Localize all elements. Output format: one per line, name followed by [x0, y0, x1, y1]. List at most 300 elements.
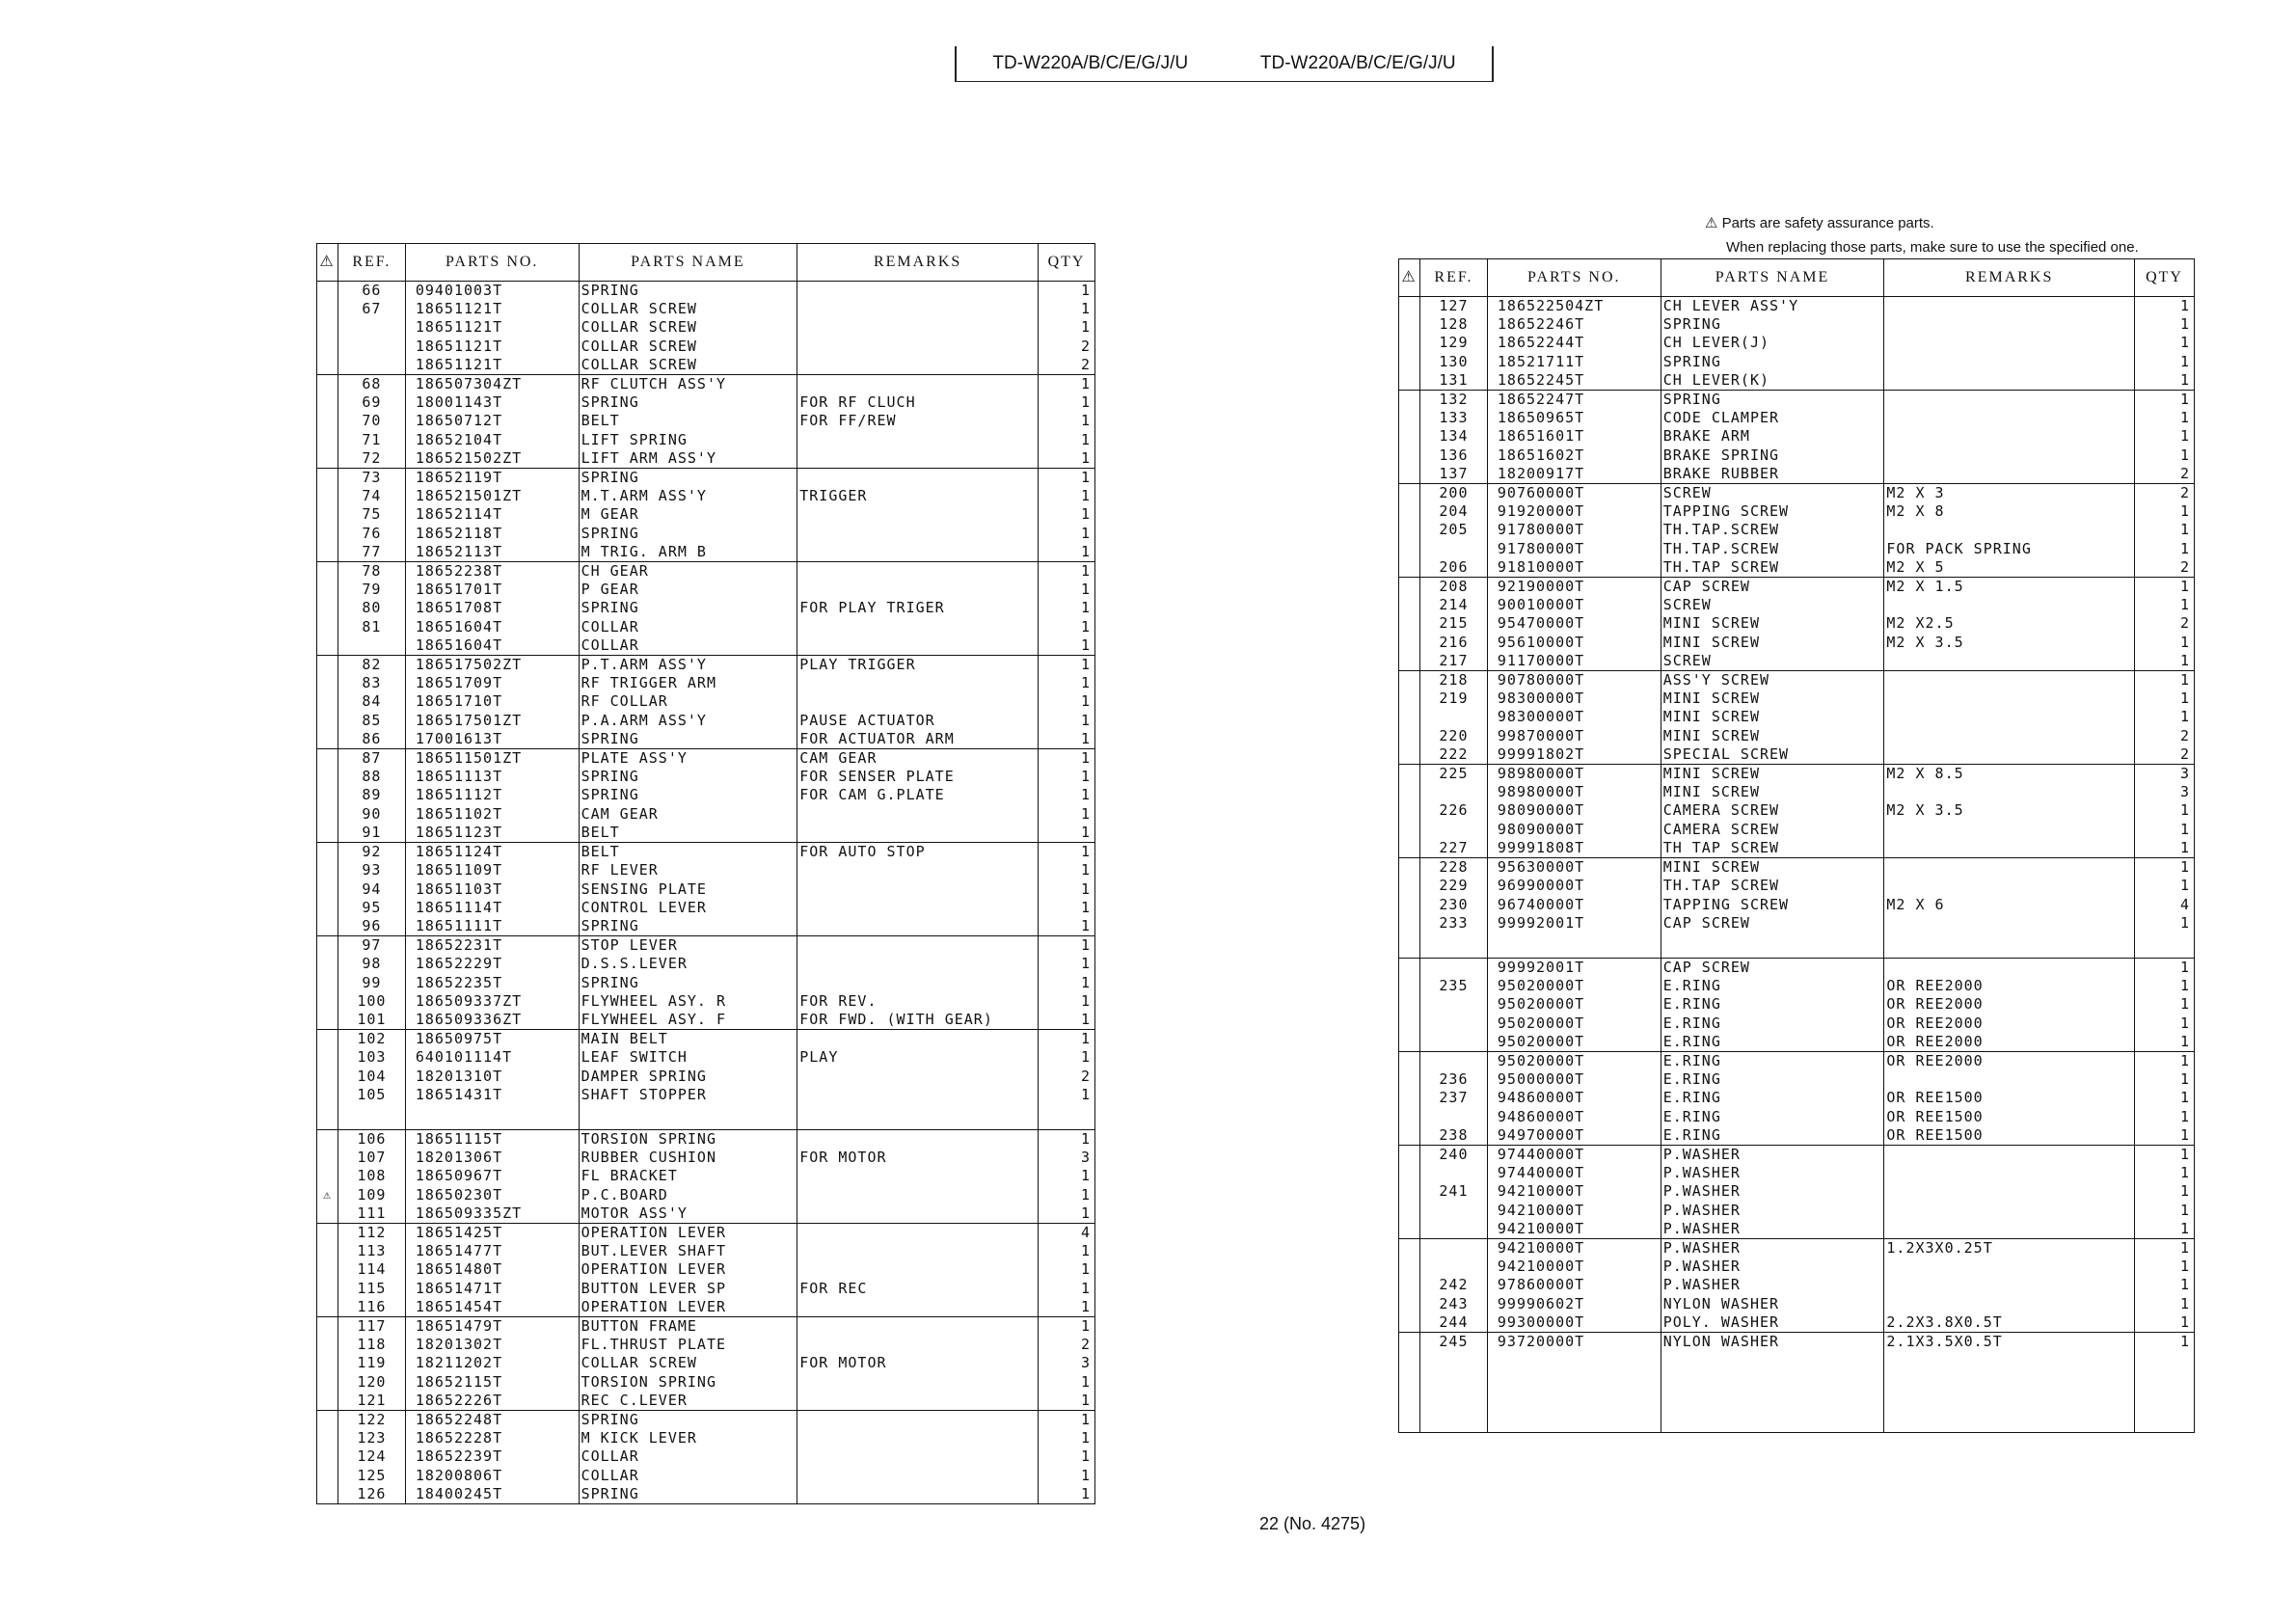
parts-name-cell: E.RING — [1661, 1033, 1884, 1052]
safety-cell — [1399, 914, 1420, 933]
remarks-cell — [1884, 1145, 2135, 1164]
ref-cell — [1419, 1351, 1487, 1433]
safety-cell — [317, 300, 338, 318]
safety-cell — [1399, 371, 1420, 391]
qty-cell: 1 — [2135, 839, 2195, 858]
parts-name-cell: BUTTON LEVER SP — [579, 1280, 797, 1298]
parts-name-cell: SPRING — [579, 974, 797, 992]
table-row — [1399, 634, 2195, 652]
qty-cell: 1 — [2135, 1258, 2195, 1276]
safety-cell — [317, 692, 338, 711]
parts-name-cell: BUT.LEVER SHAFT — [579, 1242, 797, 1260]
safety-cell — [317, 843, 338, 862]
remarks-cell: FOR MOTOR — [797, 1149, 1039, 1167]
remarks-cell — [797, 692, 1039, 711]
table-row — [1399, 521, 2195, 539]
table-spacer-row — [1399, 933, 2195, 959]
parts-name-cell: MINI SCREW — [1661, 765, 1884, 784]
safety-cell — [317, 431, 338, 449]
parts-no-cell: 18650975T — [405, 1030, 579, 1049]
ref-cell: 90 — [338, 805, 405, 824]
parts-no-cell: 96740000T — [1487, 896, 1661, 914]
parts-no-cell: 98980000T — [1487, 765, 1661, 784]
qty-cell: 1 — [2135, 671, 2195, 690]
remarks-cell: OR REE2000 — [1884, 1033, 2135, 1052]
parts-no-cell: 18200917T — [1487, 465, 1661, 484]
parts-name-cell: COLLAR — [579, 1467, 797, 1485]
safety-cell — [317, 824, 338, 843]
parts-no-cell: 18651431T — [405, 1086, 579, 1104]
safety-cell — [1399, 652, 1420, 671]
parts-no-cell: 18651103T — [405, 880, 579, 899]
ref-cell: 132 — [1419, 391, 1487, 410]
parts-no-cell: 97440000T — [1487, 1164, 1661, 1182]
qty-cell: 1 — [2135, 1238, 2195, 1258]
remarks-cell — [1884, 1070, 2135, 1089]
remarks-cell — [1884, 652, 2135, 671]
parts-name-cell: RF COLLAR — [579, 692, 797, 711]
safety-cell — [317, 356, 338, 375]
parts-no-cell: 96990000T — [1487, 877, 1661, 895]
table-row — [317, 917, 1095, 936]
parts-no-cell: 94210000T — [1487, 1182, 1661, 1201]
safety-cell — [1399, 1089, 1420, 1107]
parts-name-cell: P.WASHER — [1661, 1202, 1884, 1220]
remarks-cell — [797, 431, 1039, 449]
qty-cell: 1 — [1039, 1447, 1095, 1466]
ref-cell — [1419, 995, 1487, 1014]
parts-no-cell — [1487, 933, 1661, 959]
remarks-cell: OR REE2000 — [1884, 995, 2135, 1014]
parts-no-cell: 18651477T — [405, 1242, 579, 1260]
parts-no-cell: 18201310T — [405, 1068, 579, 1086]
parts-name-cell: BRAKE ARM — [1661, 427, 1884, 446]
ref-cell: 109 — [338, 1186, 405, 1204]
qty-cell: 1 — [2135, 977, 2195, 995]
qty-cell: 1 — [2135, 690, 2195, 708]
ref-cell: 84 — [338, 692, 405, 711]
qty-cell: 2 — [2135, 745, 2195, 765]
qty-cell: 2 — [2135, 727, 2195, 745]
parts-no-cell: 99991802T — [1487, 745, 1661, 765]
safety-cell — [317, 936, 338, 956]
table-row — [317, 599, 1095, 617]
parts-no-cell: 91810000T — [1487, 558, 1661, 578]
qty-cell: 1 — [1039, 712, 1095, 730]
ref-cell — [338, 356, 405, 375]
remarks-cell — [797, 300, 1039, 318]
parts-name-cell: TORSION SPRING — [579, 1129, 797, 1149]
ref-cell: 114 — [338, 1260, 405, 1279]
remarks-cell — [1884, 371, 2135, 391]
table-row — [317, 469, 1095, 488]
safety-cell — [1399, 839, 1420, 858]
ref-cell: 67 — [338, 300, 405, 318]
remarks-cell: OR REE2000 — [1884, 1051, 2135, 1070]
qty-cell: 1 — [1039, 412, 1095, 430]
table-row — [317, 1086, 1095, 1104]
remarks-cell — [1884, 1220, 2135, 1239]
ref-cell: 218 — [1419, 671, 1487, 690]
safety-cell — [1399, 353, 1420, 371]
parts-no-cell: 18651425T — [405, 1223, 579, 1242]
col-remarks: REMARKS — [1884, 259, 2135, 297]
parts-no-cell: 18651121T — [405, 300, 579, 318]
qty-cell: 3 — [1039, 1149, 1095, 1167]
parts-name-cell: COLLAR SCREW — [579, 1354, 797, 1372]
table-row — [1399, 465, 2195, 484]
table-row — [1399, 1108, 2195, 1126]
table-row — [317, 1373, 1095, 1392]
qty-cell: 1 — [2135, 1202, 2195, 1220]
safety-cell — [1399, 708, 1420, 726]
parts-name-cell — [579, 1104, 797, 1130]
ref-cell: 82 — [338, 656, 405, 675]
safety-cell — [317, 525, 338, 543]
safety-cell — [317, 1316, 338, 1336]
ref-cell: 227 — [1419, 839, 1487, 858]
parts-no-cell: 92190000T — [1487, 578, 1661, 597]
parts-no-cell: 18651112T — [405, 786, 579, 804]
parts-name-cell: MINI SCREW — [1661, 690, 1884, 708]
qty-cell: 2 — [1039, 338, 1095, 356]
safety-cell — [317, 1280, 338, 1298]
parts-no-cell: 18650965T — [1487, 409, 1661, 427]
qty-cell: 1 — [1039, 469, 1095, 488]
safety-note-text1: Parts are safety assurance parts. — [1721, 215, 1934, 231]
parts-name-cell: CAP SCREW — [1661, 958, 1884, 977]
parts-name-cell: CAMERA SCREW — [1661, 801, 1884, 820]
parts-name-cell: MAIN BELT — [579, 1030, 797, 1049]
parts-no-cell: 98980000T — [1487, 783, 1661, 801]
qty-cell: 1 — [1039, 974, 1095, 992]
remarks-cell: OR REE1500 — [1884, 1089, 2135, 1107]
parts-name-cell: REC C.LEVER — [579, 1392, 797, 1411]
parts-name-cell: E.RING — [1661, 1051, 1884, 1070]
ref-cell: 94 — [338, 880, 405, 899]
parts-name-cell: COLLAR — [579, 618, 797, 636]
remarks-cell — [797, 356, 1039, 375]
parts-no-cell: 91780000T — [1487, 521, 1661, 539]
parts-name-cell: NYLON WASHER — [1661, 1332, 1884, 1351]
remarks-cell: OR REE1500 — [1884, 1126, 2135, 1146]
ref-cell: 92 — [338, 843, 405, 862]
parts-name-cell: BELT — [579, 824, 797, 843]
parts-name-cell: TH.TAP.SCREW — [1661, 521, 1884, 539]
parts-name-cell: SPRING — [579, 1410, 797, 1429]
ref-cell: 126 — [338, 1485, 405, 1504]
remarks-cell — [797, 1068, 1039, 1086]
table-row — [317, 338, 1095, 356]
remarks-cell: FOR PLAY TRIGER — [797, 599, 1039, 617]
parts-no-cell: 94860000T — [1487, 1108, 1661, 1126]
parts-no-cell: 18651121T — [405, 338, 579, 356]
table-row — [1399, 977, 2195, 995]
table-row — [1399, 783, 2195, 801]
parts-name-cell: P.C.BOARD — [579, 1186, 797, 1204]
table-row — [317, 1429, 1095, 1447]
remarks-cell — [797, 1086, 1039, 1104]
safety-cell — [1399, 690, 1420, 708]
qty-cell: 2 — [1039, 1068, 1095, 1086]
parts-name-cell: E.RING — [1661, 1014, 1884, 1033]
table-row — [317, 843, 1095, 862]
ref-cell: 99 — [338, 974, 405, 992]
qty-cell: 1 — [1039, 581, 1095, 599]
parts-name-cell: FL.THRUST PLATE — [579, 1336, 797, 1354]
parts-no-cell: 98090000T — [1487, 801, 1661, 820]
table-row — [1399, 914, 2195, 933]
table-row — [1399, 1070, 2195, 1089]
remarks-cell: M2 X 3.5 — [1884, 634, 2135, 652]
parts-no-cell: 18001143T — [405, 393, 579, 412]
ref-cell: 74 — [338, 487, 405, 505]
right-parts-table-wrap — [1398, 258, 2195, 1433]
parts-name-cell — [1661, 933, 1884, 959]
qty-cell: 1 — [1039, 955, 1095, 973]
parts-name-cell: SPRING — [579, 525, 797, 543]
safety-cell — [317, 786, 338, 804]
ref-cell: 93 — [338, 861, 405, 879]
parts-name-cell: COLLAR SCREW — [579, 318, 797, 337]
remarks-cell — [797, 636, 1039, 656]
safety-cell — [317, 674, 338, 692]
safety-cell — [1399, 1164, 1420, 1182]
qty-cell: 1 — [2135, 1145, 2195, 1164]
table-row — [317, 1336, 1095, 1354]
safety-cell — [317, 1167, 338, 1185]
parts-no-cell: 18651123T — [405, 824, 579, 843]
ref-cell: 220 — [1419, 727, 1487, 745]
parts-no-cell: 98090000T — [1487, 821, 1661, 839]
parts-name-cell: MINI SCREW — [1661, 727, 1884, 745]
qty-cell: 1 — [1039, 1429, 1095, 1447]
qty-cell: 1 — [1039, 1298, 1095, 1317]
qty-cell: 1 — [1039, 562, 1095, 582]
ref-cell: 76 — [338, 525, 405, 543]
safety-cell — [1399, 745, 1420, 765]
table-row — [1399, 958, 2195, 977]
qty-cell: 1 — [1039, 899, 1095, 917]
table-row — [317, 1392, 1095, 1411]
ref-cell: 98 — [338, 955, 405, 973]
remarks-cell — [1884, 521, 2135, 539]
col-qty: QTY — [2135, 259, 2195, 297]
parts-name-cell: STOP LEVER — [579, 936, 797, 956]
remarks-cell — [797, 543, 1039, 562]
qty-cell: 1 — [1039, 1410, 1095, 1429]
parts-name-cell: SPRING — [579, 599, 797, 617]
parts-no-cell: 18652118T — [405, 525, 579, 543]
ref-cell — [1419, 958, 1487, 977]
parts-no-cell: 99991808T — [1487, 839, 1661, 858]
left-parts-table — [316, 243, 1095, 1504]
remarks-cell — [1884, 315, 2135, 334]
table-row — [317, 749, 1095, 769]
ref-cell: 206 — [1419, 558, 1487, 578]
table-row — [1399, 297, 2195, 316]
table-spacer-row — [1399, 1351, 2195, 1433]
qty-cell: 1 — [1039, 1167, 1095, 1185]
safety-cell — [317, 917, 338, 936]
parts-no-cell: 18652228T — [405, 1429, 579, 1447]
parts-name-cell: SPRING — [579, 1485, 797, 1504]
safety-cell — [317, 1011, 338, 1030]
table-row — [1399, 446, 2195, 465]
remarks-cell — [1884, 958, 2135, 977]
qty-cell: 1 — [1039, 1086, 1095, 1104]
table-row — [317, 1467, 1095, 1485]
parts-name-cell: SPRING — [1661, 353, 1884, 371]
ref-cell: 78 — [338, 562, 405, 582]
parts-no-cell: 18651102T — [405, 805, 579, 824]
remarks-cell — [797, 1223, 1039, 1242]
table-row — [317, 487, 1095, 505]
parts-no-cell: 95630000T — [1487, 858, 1661, 878]
parts-name-cell: BUTTON FRAME — [579, 1316, 797, 1336]
qty-cell: 1 — [2135, 427, 2195, 446]
qty-cell: 1 — [1039, 786, 1095, 804]
ref-cell: 106 — [338, 1129, 405, 1149]
safety-cell — [317, 1392, 338, 1411]
parts-name-cell: E.RING — [1661, 977, 1884, 995]
qty-cell: 1 — [1039, 861, 1095, 879]
ref-cell: 118 — [338, 1336, 405, 1354]
qty-cell: 3 — [2135, 765, 2195, 784]
safety-cell — [1399, 391, 1420, 410]
safety-cell — [317, 656, 338, 675]
parts-no-cell: 18652244T — [1487, 334, 1661, 352]
remarks-cell: FOR MOTOR — [797, 1354, 1039, 1372]
remarks-cell: OR REE2000 — [1884, 977, 2135, 995]
remarks-cell: 1.2X3X0.25T — [1884, 1238, 2135, 1258]
qty-cell: 1 — [2135, 821, 2195, 839]
qty-cell: 1 — [2135, 1182, 2195, 1201]
safety-cell — [1399, 1033, 1420, 1052]
parts-no-cell: 91170000T — [1487, 652, 1661, 671]
qty-cell: 1 — [2135, 409, 2195, 427]
remarks-cell — [797, 1485, 1039, 1504]
qty-cell: 1 — [1039, 1011, 1095, 1030]
table-row — [317, 1011, 1095, 1030]
ref-cell: 97 — [338, 936, 405, 956]
remarks-cell — [1884, 465, 2135, 484]
remarks-cell — [797, 1447, 1039, 1466]
parts-name-cell: SCREW — [1661, 484, 1884, 503]
table-row — [317, 1129, 1095, 1149]
qty-cell: 2 — [1039, 356, 1095, 375]
parts-no-cell: 18652239T — [405, 1447, 579, 1466]
table-row — [317, 300, 1095, 318]
qty-cell: 1 — [1039, 1048, 1095, 1067]
remarks-cell: CAM GEAR — [797, 749, 1039, 769]
parts-no-cell: 99300000T — [1487, 1313, 1661, 1333]
ref-cell: 127 — [1419, 297, 1487, 316]
remarks-cell — [1884, 783, 2135, 801]
parts-name-cell: M GEAR — [579, 505, 797, 524]
parts-name-cell: MINI SCREW — [1661, 783, 1884, 801]
table-row — [317, 1149, 1095, 1167]
safety-cell — [1399, 801, 1420, 820]
table-row — [317, 899, 1095, 917]
parts-no-cell: 98300000T — [1487, 708, 1661, 726]
parts-no-cell: 18652235T — [405, 974, 579, 992]
safety-cell — [1399, 1070, 1420, 1089]
qty-cell: 1 — [1039, 300, 1095, 318]
qty-cell: 1 — [2135, 596, 2195, 614]
qty-cell: 1 — [1039, 1373, 1095, 1392]
remarks-cell — [1884, 671, 2135, 690]
parts-name-cell: DAMPER SPRING — [579, 1068, 797, 1086]
left-parts-table-wrap — [316, 243, 1095, 1504]
ref-cell: 85 — [338, 712, 405, 730]
parts-name-cell: SPRING — [1661, 391, 1884, 410]
remarks-cell — [797, 1373, 1039, 1392]
table-row — [1399, 334, 2195, 352]
col-safety: ⚠ — [1399, 259, 1420, 297]
safety-cell — [317, 599, 338, 617]
remarks-cell: OR REE1500 — [1884, 1108, 2135, 1126]
parts-no-cell: 186517501ZT — [405, 712, 579, 730]
parts-name-cell: FLYWHEEL ASY. R — [579, 992, 797, 1011]
table-row — [1399, 995, 2195, 1014]
qty-cell: 1 — [1039, 393, 1095, 412]
safety-cell — [317, 1336, 338, 1354]
table-row — [317, 674, 1095, 692]
parts-name-cell: BRAKE RUBBER — [1661, 465, 1884, 484]
table-row — [1399, 821, 2195, 839]
qty-cell: 1 — [2135, 1126, 2195, 1146]
col-remarks: REMARKS — [797, 244, 1039, 282]
remarks-cell — [797, 318, 1039, 337]
parts-no-cell: 18651480T — [405, 1260, 579, 1279]
ref-cell: 89 — [338, 786, 405, 804]
parts-no-cell: 186509335ZT — [405, 1204, 579, 1224]
safety-cell — [1399, 933, 1420, 959]
qty-cell: 1 — [2135, 540, 2195, 558]
qty-cell: 1 — [2135, 1220, 2195, 1239]
safety-cell — [317, 338, 338, 356]
parts-no-cell: 186509337ZT — [405, 992, 579, 1011]
remarks-cell — [797, 1167, 1039, 1185]
table-row — [1399, 1313, 2195, 1333]
remarks-cell — [797, 917, 1039, 936]
remarks-cell: TRIGGER — [797, 487, 1039, 505]
ref-cell — [1419, 1202, 1487, 1220]
parts-name-cell: TAPPING SCREW — [1661, 502, 1884, 521]
table-row — [1399, 596, 2195, 614]
parts-name-cell: COLLAR SCREW — [579, 338, 797, 356]
parts-name-cell: SPRING — [579, 393, 797, 412]
remarks-cell — [797, 861, 1039, 879]
ref-cell: 71 — [338, 431, 405, 449]
parts-no-cell: 18651602T — [1487, 446, 1661, 465]
ref-cell: 80 — [338, 599, 405, 617]
ref-cell: 102 — [338, 1030, 405, 1049]
parts-name-cell: E.RING — [1661, 1089, 1884, 1107]
safety-cell — [317, 375, 338, 394]
parts-no-cell: 18650712T — [405, 412, 579, 430]
ref-cell: 200 — [1419, 484, 1487, 503]
ref-cell: 134 — [1419, 427, 1487, 446]
table-row — [317, 992, 1095, 1011]
col-qty: QTY — [1039, 244, 1095, 282]
table-row — [1399, 353, 2195, 371]
page-number: 22 (No. 4275) — [1259, 1514, 1366, 1533]
table-row — [317, 1260, 1095, 1279]
parts-no-cell: 18652226T — [405, 1392, 579, 1411]
ref-cell: 113 — [338, 1242, 405, 1260]
